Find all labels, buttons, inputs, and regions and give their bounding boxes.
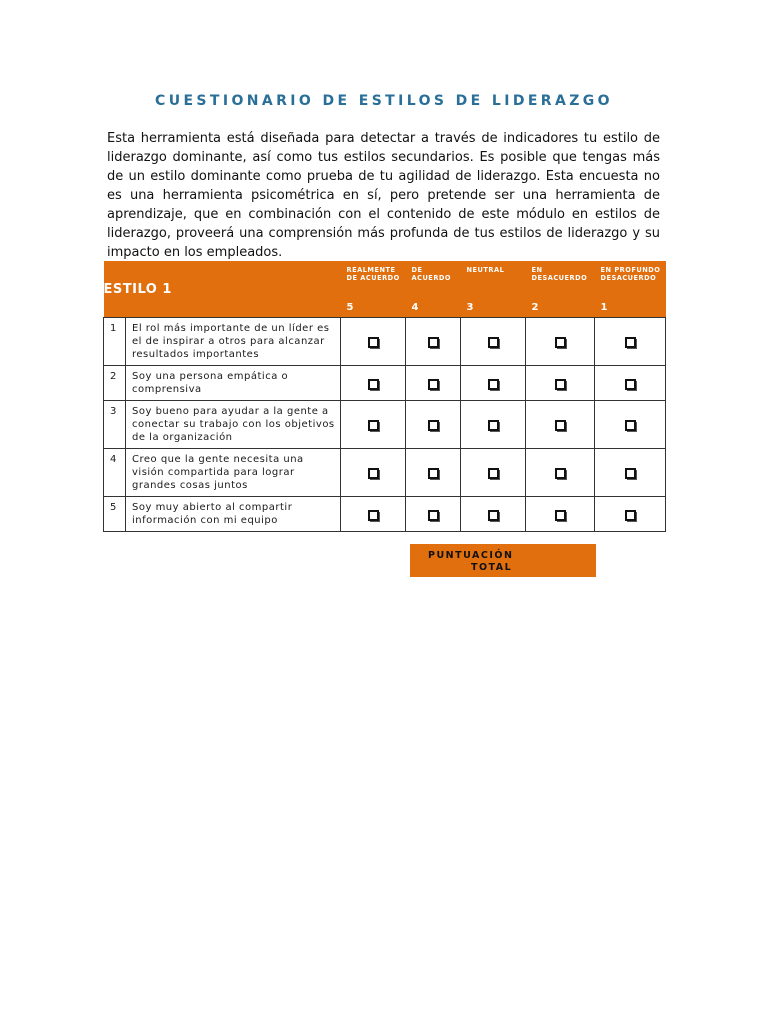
- column-label: NEUTRAL: [466, 266, 505, 274]
- checkbox-icon[interactable]: [368, 468, 379, 479]
- checkbox-icon[interactable]: [488, 420, 499, 431]
- answer-cell: [461, 497, 526, 532]
- table-row: [104, 497, 666, 532]
- column-label: EN PROFUNDO DESACUERDO: [600, 266, 661, 282]
- question-text: Soy una persona empática o comprensiva: [126, 366, 341, 401]
- checkbox-icon[interactable]: [488, 379, 499, 390]
- score-label-line2: TOTAL: [471, 562, 513, 573]
- header-row: [104, 261, 666, 318]
- answer-cell: [461, 366, 526, 401]
- column-label: EN DESACUERDO: [531, 266, 588, 282]
- table-row: [104, 401, 666, 449]
- answer-cell: [595, 449, 666, 497]
- table-row: [104, 366, 666, 401]
- checkbox-icon[interactable]: [555, 420, 566, 431]
- column-header: [341, 261, 406, 318]
- column-header: [406, 261, 461, 318]
- checkbox-icon[interactable]: [428, 420, 439, 431]
- column-value: 3: [466, 302, 474, 313]
- checkbox-icon[interactable]: [428, 337, 439, 348]
- answer-cell: [526, 497, 595, 532]
- answer-cell: [461, 318, 526, 366]
- checkbox-icon[interactable]: [368, 420, 379, 431]
- column-header: [461, 261, 526, 318]
- question-text: Soy bueno para ayudar a la gente a conectar su trabajo con los objetivos de la organización: [126, 401, 341, 449]
- checkbox-icon[interactable]: [625, 468, 636, 479]
- checkbox-icon[interactable]: [428, 468, 439, 479]
- answer-cell: [341, 449, 406, 497]
- answer-cell: [406, 497, 461, 532]
- row-number: 1: [104, 318, 126, 366]
- question-text: El rol más importante de un líder es el de inspirar a otros para alcanzar resultados importantes: [126, 318, 341, 366]
- answer-cell: [526, 449, 595, 497]
- column-value: 5: [346, 302, 354, 313]
- score-label-line1: PUNTUACIÓN: [428, 550, 514, 561]
- row-number: 3: [104, 401, 126, 449]
- column-label: DE ACUERDO: [411, 266, 451, 282]
- answer-cell: [341, 401, 406, 449]
- intro-paragraph: Esta herramienta está diseñada para detectar a través de indicadores tu estilo de liderazgo dominante, así como tus estilos secundarios. Es posible que tengas más de un estilo dominante como prueba de tu agilidad de liderazgo. Esta encuesta no es una herramienta psicométrica en sí, pero pretende ser una herramienta de aprendizaje, que en combinación con el contenido de este módulo en estilos de liderazgo, proveerá una comprensión más profunda de tus estilos de liderazgo y su impacto en los empleados.: [107, 131, 660, 260]
- answer-cell: [341, 366, 406, 401]
- answer-cell: [595, 497, 666, 532]
- checkbox-icon[interactable]: [555, 510, 566, 521]
- column-header: [595, 261, 666, 318]
- answer-cell: [595, 318, 666, 366]
- survey-table: [103, 261, 666, 532]
- checkbox-icon[interactable]: [555, 468, 566, 479]
- row-number: 5: [104, 497, 126, 532]
- checkbox-icon[interactable]: [368, 510, 379, 521]
- checkbox-icon[interactable]: [555, 337, 566, 348]
- row-number: 4: [104, 449, 126, 497]
- style-label: ESTILO 1: [103, 281, 172, 297]
- answer-cell: [406, 449, 461, 497]
- checkbox-icon[interactable]: [428, 510, 439, 521]
- column-value: 4: [411, 302, 419, 313]
- checkbox-icon[interactable]: [488, 510, 499, 521]
- table-row: [104, 449, 666, 497]
- answer-cell: [341, 497, 406, 532]
- total-score-box: [410, 544, 596, 577]
- answer-cell: [526, 318, 595, 366]
- checkbox-icon[interactable]: [368, 379, 379, 390]
- answer-cell: [341, 318, 406, 366]
- answer-cell: [526, 366, 595, 401]
- checkbox-icon[interactable]: [488, 468, 499, 479]
- checkbox-icon[interactable]: [625, 420, 636, 431]
- answer-cell: [406, 318, 461, 366]
- checkbox-icon[interactable]: [488, 337, 499, 348]
- answer-cell: [406, 366, 461, 401]
- row-number: 2: [104, 366, 126, 401]
- column-value: 1: [600, 302, 608, 313]
- answer-cell: [461, 401, 526, 449]
- table-row: [104, 318, 666, 366]
- checkbox-icon[interactable]: [625, 510, 636, 521]
- checkbox-icon[interactable]: [555, 379, 566, 390]
- checkbox-icon[interactable]: [368, 337, 379, 348]
- question-text: Soy muy abierto al compartir información con mi equipo: [126, 497, 341, 532]
- answer-cell: [461, 449, 526, 497]
- checkbox-icon[interactable]: [428, 379, 439, 390]
- answer-cell: [595, 366, 666, 401]
- page-title: CUESTIONARIO DE ESTILOS DE LIDERAZGO: [155, 93, 613, 109]
- answer-cell: [526, 401, 595, 449]
- checkbox-icon[interactable]: [625, 337, 636, 348]
- answer-cell: [595, 401, 666, 449]
- answer-cell: [406, 401, 461, 449]
- column-header: [526, 261, 595, 318]
- column-label: REALMENTE DE ACUERDO: [346, 266, 400, 282]
- question-text: Creo que la gente necesita una visión compartida para lograr grandes cosas juntos: [126, 449, 341, 497]
- column-value: 2: [531, 302, 539, 313]
- checkbox-icon[interactable]: [625, 379, 636, 390]
